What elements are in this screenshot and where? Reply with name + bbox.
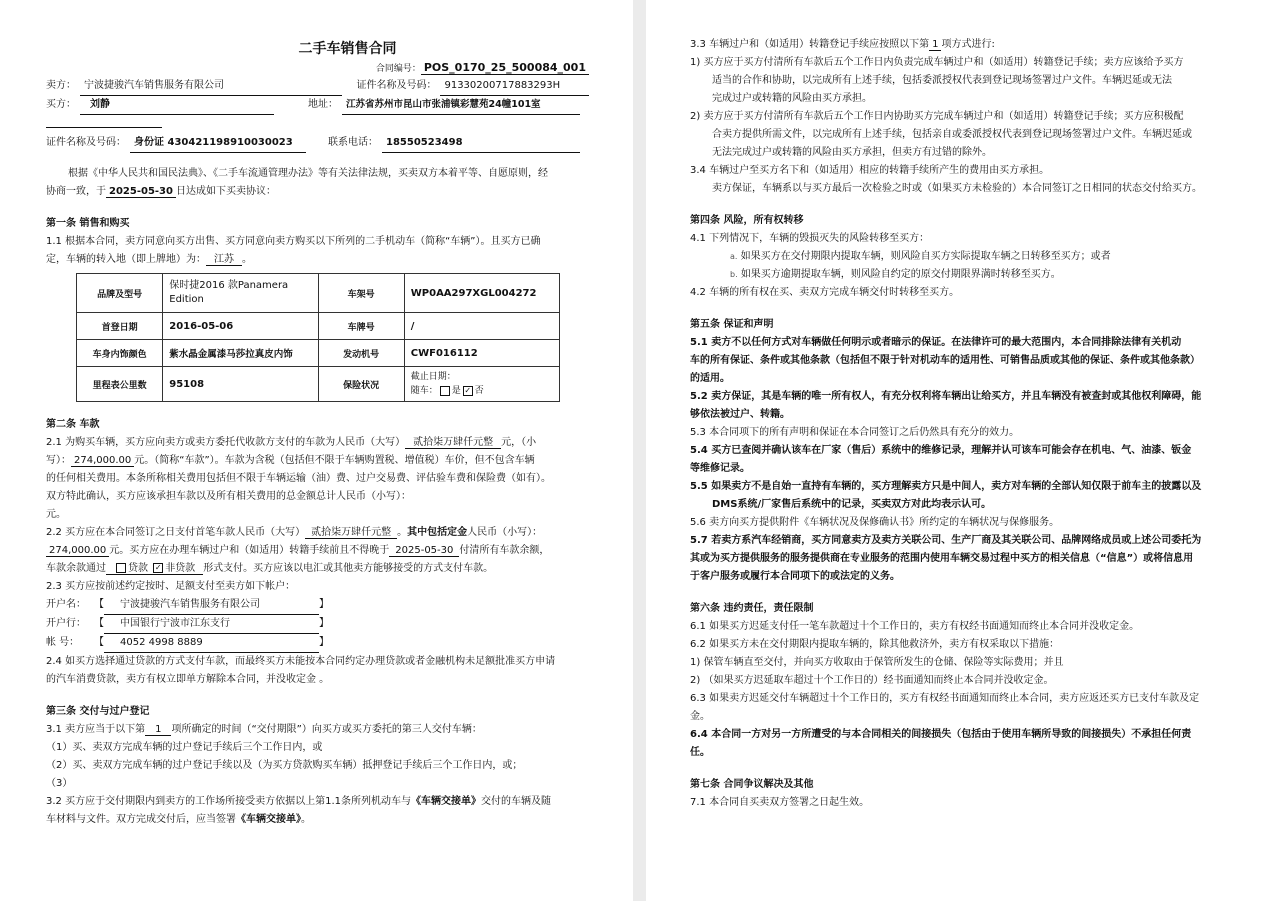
- buyer-id: 身份证 430421198910030023: [130, 134, 306, 153]
- payment-deadline: 2025-05-30: [389, 545, 459, 557]
- table-row: 首登日期 2016-05-06 车牌号 /: [77, 313, 560, 340]
- table-row: 车身内饰颜色 紫水晶金属漆马莎拉真皮内饰 发动机号 CWF016112: [77, 340, 560, 367]
- buyer-id-row: 证件名称及号码： 身份证 430421198910030023 联系电话： 18550523498: [46, 134, 589, 153]
- checkbox-insurance-yes[interactable]: [440, 386, 450, 396]
- article-4-title: 第四条 风险，所有权转移: [690, 215, 804, 226]
- price-upper-2: 贰拾柒万肆仟元整: [305, 527, 397, 539]
- article-2-title: 第二条 车款: [46, 419, 100, 430]
- article-7-title: 第七条 合同争议解决及其他: [690, 779, 814, 790]
- price-amount-1: 274,000.00: [71, 455, 134, 467]
- article-1-title: 第一条 销售和购买: [46, 218, 130, 229]
- contract-page-1: 二手车销售合同 合同编号： POS_0170_25_500084_001 卖方： 宁波捷骏汽车销售服务有限公司 证件名称及号码： 91330200717883293H 买方： 刘静 地址： 江苏省苏州市昆山市张浦镇彩慧苑24幢101室 证件名称及号码： 身份证 430421198910030023 联系电话： 18550523498 根据《中华人民共和国民法典》、《二手车流通管理办法》等有关法律法规，买卖双方本着平等、自愿原则，经 协商一致，于 2025-05-30 日达成如下买卖协议： 第一条 销售和购买 1.1 根据本合同，卖方同意向买方出售、买方同意向卖方购买以下所列的二手机动车（简称“车辆”）。且买方已确 定，车辆的转入地（即上牌地）为： 江苏 。 品牌及型号 保时捷2016 款Panamera Edition 车架号 WP0AA297XGL004272 首登日期 2016-05-06 车牌号 / 车身内饰颜色 紫水晶金属漆马莎拉真皮内饰 发动机号 CWF016112 里程表公里数 95108 保险状况 截止日期： 随车： 是 ✓ 否 第二条 车款 2.1 为购买车辆，买方应向卖方或卖方委托代收款方支付的车款为人民币（大写） 贰拾柒万肆仟元整 元，（小 写）： 274,000.00 元。（简称“车款”）。车款为含税（包括但不限于车辆购置税、增值税）车价，但不包含车辆 的任何相关费用。本条所称相关费用包括但不限于车辆运输（油）费、过户交易费、评估验车费和保险费（如有）。 双方特此确认，买方应该承担车款以及所有相关费用的总金额总计人民币（小写）： 元。 2.2 买方应在本合同签订之日支付首笔车款人民币（大写） 贰拾柒万肆仟元整 。其中包括定金人民币（小写）： 274,000.00 元。买方应在办理车辆过户和（如适用）转籍手续前且不得晚于 2025-05-30 付清所有车款余额， 车款余款通过 贷款 ✓ 非贷款 形式支付。买方应该以电汇或其他卖方能够接受的方式支付车款。 2.3 买方应按前述约定按时、足额支付至卖方如下帐户： 开户名： 【 宁波捷骏汽车销售服务有限公司 】 开户行： 【 中国银行宁波市江东支行 】 帐 号： 【 4052 4998 8889 】 2.4 如买方选择通过贷款的方式支付车款，而最终买方未能按本合同约定办理贷款或者金融机构未足额批准买方申请 的汽车消费贷款，卖方有权立即单方解除本合同，并没收定金 。 第三条 交付与过户登记 3.1 卖方应当于以下第 1 项所确定的时间（“交付期限”）向买方或买方委托的第三人交付车辆： （1）买、卖双方完成车辆的过户登记手续后三个工作日内，或 （2）买、卖双方完成车辆的过户登记手续以及（为买方贷款购买车辆）抵押登记手续后三个工作日内，或； （3） 3.2 买方应于交付期限内到卖方的工作场所接受卖方依据以上第1.1条所列机动车与《车辆交接单》交付的车辆及随 车材料与文件。双方完成交付后，应当签署《车辆交接单》。: [0, 0, 633, 901]
- vehicle-info-table: [76, 273, 560, 402]
- checkbox-insurance-no[interactable]: ✓: [464, 385, 472, 395]
- seller-id: 91330200717883293H: [440, 77, 589, 96]
- registration-place: 江苏: [206, 254, 242, 266]
- address-continuation-line: [46, 115, 162, 128]
- seller-row: 卖方： 宁波捷骏汽车销售服务有限公司 证件名称及号码： 91330200717883293H: [46, 77, 589, 96]
- agreement-date: 2025-05-30: [106, 186, 176, 198]
- transfer-option: 1: [929, 39, 941, 51]
- checkbox-loan[interactable]: [116, 563, 126, 573]
- vehicle-color: 紫水晶金属漆马莎拉真皮内饰: [163, 340, 318, 367]
- account-bank: 中国银行宁波市江东支行: [104, 615, 319, 634]
- vehicle-engine: CWF016112: [404, 340, 559, 367]
- article-5-title: 第五条 保证和声明: [690, 319, 774, 330]
- preamble: 根据《中华人民共和国民法典》、《二手车流通管理办法》等有关法律法规，买卖双方本着平等、自愿原则，经: [68, 168, 548, 179]
- vehicle-insurance: 截止日期： 随车： 是 ✓ 否: [404, 367, 559, 402]
- price-upper-1: 贰拾柒万肆仟元整: [405, 437, 501, 449]
- vehicle-brand: 保时捷2016 款Panamera Edition: [163, 274, 318, 313]
- contract-number: 合同编号： POS_0170_25_500084_001: [46, 60, 589, 77]
- table-row: 里程表公里数 95108 保险状况 截止日期： 随车： 是 ✓ 否: [77, 367, 560, 402]
- vehicle-plate: /: [404, 313, 559, 340]
- price-amount-2: 274,000.00: [46, 545, 109, 557]
- contract-title: 二手车销售合同: [298, 41, 397, 57]
- table-row: 品牌及型号 保时捷2016 款Panamera Edition 车架号 WP0AA297XGL004272: [77, 274, 560, 313]
- vehicle-vin: WP0AA297XGL004272: [404, 274, 559, 313]
- account-name-row: 开户名： 【 宁波捷骏汽车销售服务有限公司 】: [46, 596, 589, 615]
- delivery-option: 1: [145, 724, 171, 736]
- buyer-address: 江苏省苏州市昆山市张浦镇彩慧苑24幢101室: [342, 96, 580, 115]
- vehicle-reg-date: 2016-05-06: [163, 313, 318, 340]
- account-number-row: 帐 号： 【 4052 4998 8889 】: [46, 634, 589, 653]
- article-3-title: 第三条 交付与过户登记: [46, 706, 150, 717]
- article-6-title: 第六条 违约责任，责任限制: [690, 603, 814, 614]
- account-name: 宁波捷骏汽车销售服务有限公司: [104, 596, 319, 615]
- account-number: 4052 4998 8889: [104, 634, 319, 653]
- contract-page-2: 3.3 车辆过户和（如适用）转籍登记手续应按照以下第 1 项方式进行: 1) 买方应于买方付清所有车款后五个工作日内负责完成车辆过户和（如适用）转籍登记手续；卖方应该给予买方 适当的合作和协助，以完成所有上述手续，包括委派授权代表到登记现场签署过户文件。车辆迟延或无法 完成过户或转籍的风险由买方承担。 2) 卖方应于买方付清所有车款后五个工作日内协助买方完成车辆过户和（如适用）转籍登记手续；买方应积极配 合卖方提供所需文件，以完成所有上述手续，包括亲自或委派授权代表到登记现场签署过户文件。车辆迟延或 无法完成过户或转籍的风险由买方承担，但卖方有过错的除外。 3.4 车辆过户至买方名下和（如适用）相应的转籍手续所产生的费用由买方承担。 卖方保证，车辆系以与买方最后一次检验之时或（如果买方未检验的）本合同签订之日相同的状态交付给买方。 第四条 风险，所有权转移 4.1 下列情况下，车辆的毁损灭失的风险转移至买方： a. 如果买方在交付期限内提取车辆，则风险自买方实际提取车辆之日转移至买方；或者 b. 如果买方逾期提取车辆，则风险自约定的原交付期限界满时转移至买方。 4.2 车辆的所有权在买、卖双方完成车辆交付时转移至买方。 第五条 保证和声明 5.1 卖方不以任何方式对车辆做任何明示或者暗示的保证。在法律许可的最大范围内，本合同排除法律有关机动 车的所有保证、条件或其他条款（包括但不限于针对机动车的适用性、可销售品质或其他的保证、条件或其他条款） 的适用。 5.2 卖方保证，其是车辆的唯一所有权人，有充分权利将车辆出让给买方，并且车辆没有被查封或其他权利障碍，能 够依法被过户、转籍。 5.3 本合同项下的所有声明和保证在本合同签订之后仍然具有充分的效力。 5.4 买方已查阅并确认该车在厂家（售后）系统中的维修记录，理解并认可该车可能会存在机电、气、油漆、钣金 等维修记录。 5.5 如果卖方不是自始一直持有车辆的，买方理解卖方只是中间人，卖方对车辆的全部认知仅限于前车主的披露以及 DMS系统/厂家售后系统中的记录，买卖双方对此均表示认可。 5.6 卖方向买方提供附件《车辆状况及保修确认书》所约定的车辆状况与保修服务。 5.7 若卖方系汽车经销商，买方同意卖方及卖方关联公司、生产厂商及其关联公司、品牌网络成员或上述公司委托为 其或为买方提供服务的服务提供商在专业服务的范围内使用车辆交易过程中买方的相关信息（“信息”）或将信息用 于客户服务或履行本合同项下的或法定的义务。 第六条 违约责任，责任限制 6.1 如果买方迟延支付任一笔车款超过十个工作日的，卖方有权经书面通知而终止本合同并没收定金。 6.2 如果买方未在交付期限内提取车辆的，除其他救济外，卖方有权采取以下措施： 1) 保管车辆直至交付，并向买方收取由于保管所发生的仓储、保险等实际费用；并且 2) （如果买方迟延取车超过十个工作日的）经书面通知而终止本合同并没收定金。 6.3 如果卖方迟延交付车辆超过十个工作日的，买方有权经书面通知而终止本合同，卖方应返还买方已支付车款及定 金。 6.4 本合同一方对另一方所遭受的与本合同相关的间接损失（包括由于使用车辆所导致的间接损失）不承担任何责 任。 第七条 合同争议解决及其他 7.1 本合同自买卖双方签署之日起生效。: [646, 0, 1280, 901]
- buyer-row: 买方： 刘静 地址： 江苏省苏州市昆山市张浦镇彩慧苑24幢101室: [46, 96, 589, 115]
- buyer-name: 刘静: [80, 96, 274, 115]
- vehicle-mileage: 95108: [163, 367, 318, 402]
- checkbox-non-loan[interactable]: ✓: [154, 563, 162, 572]
- account-bank-row: 开户行： 【 中国银行宁波市江东支行 】: [46, 615, 589, 634]
- buyer-phone: 18550523498: [382, 134, 580, 153]
- seller-name: 宁波捷骏汽车销售服务有限公司: [80, 77, 342, 96]
